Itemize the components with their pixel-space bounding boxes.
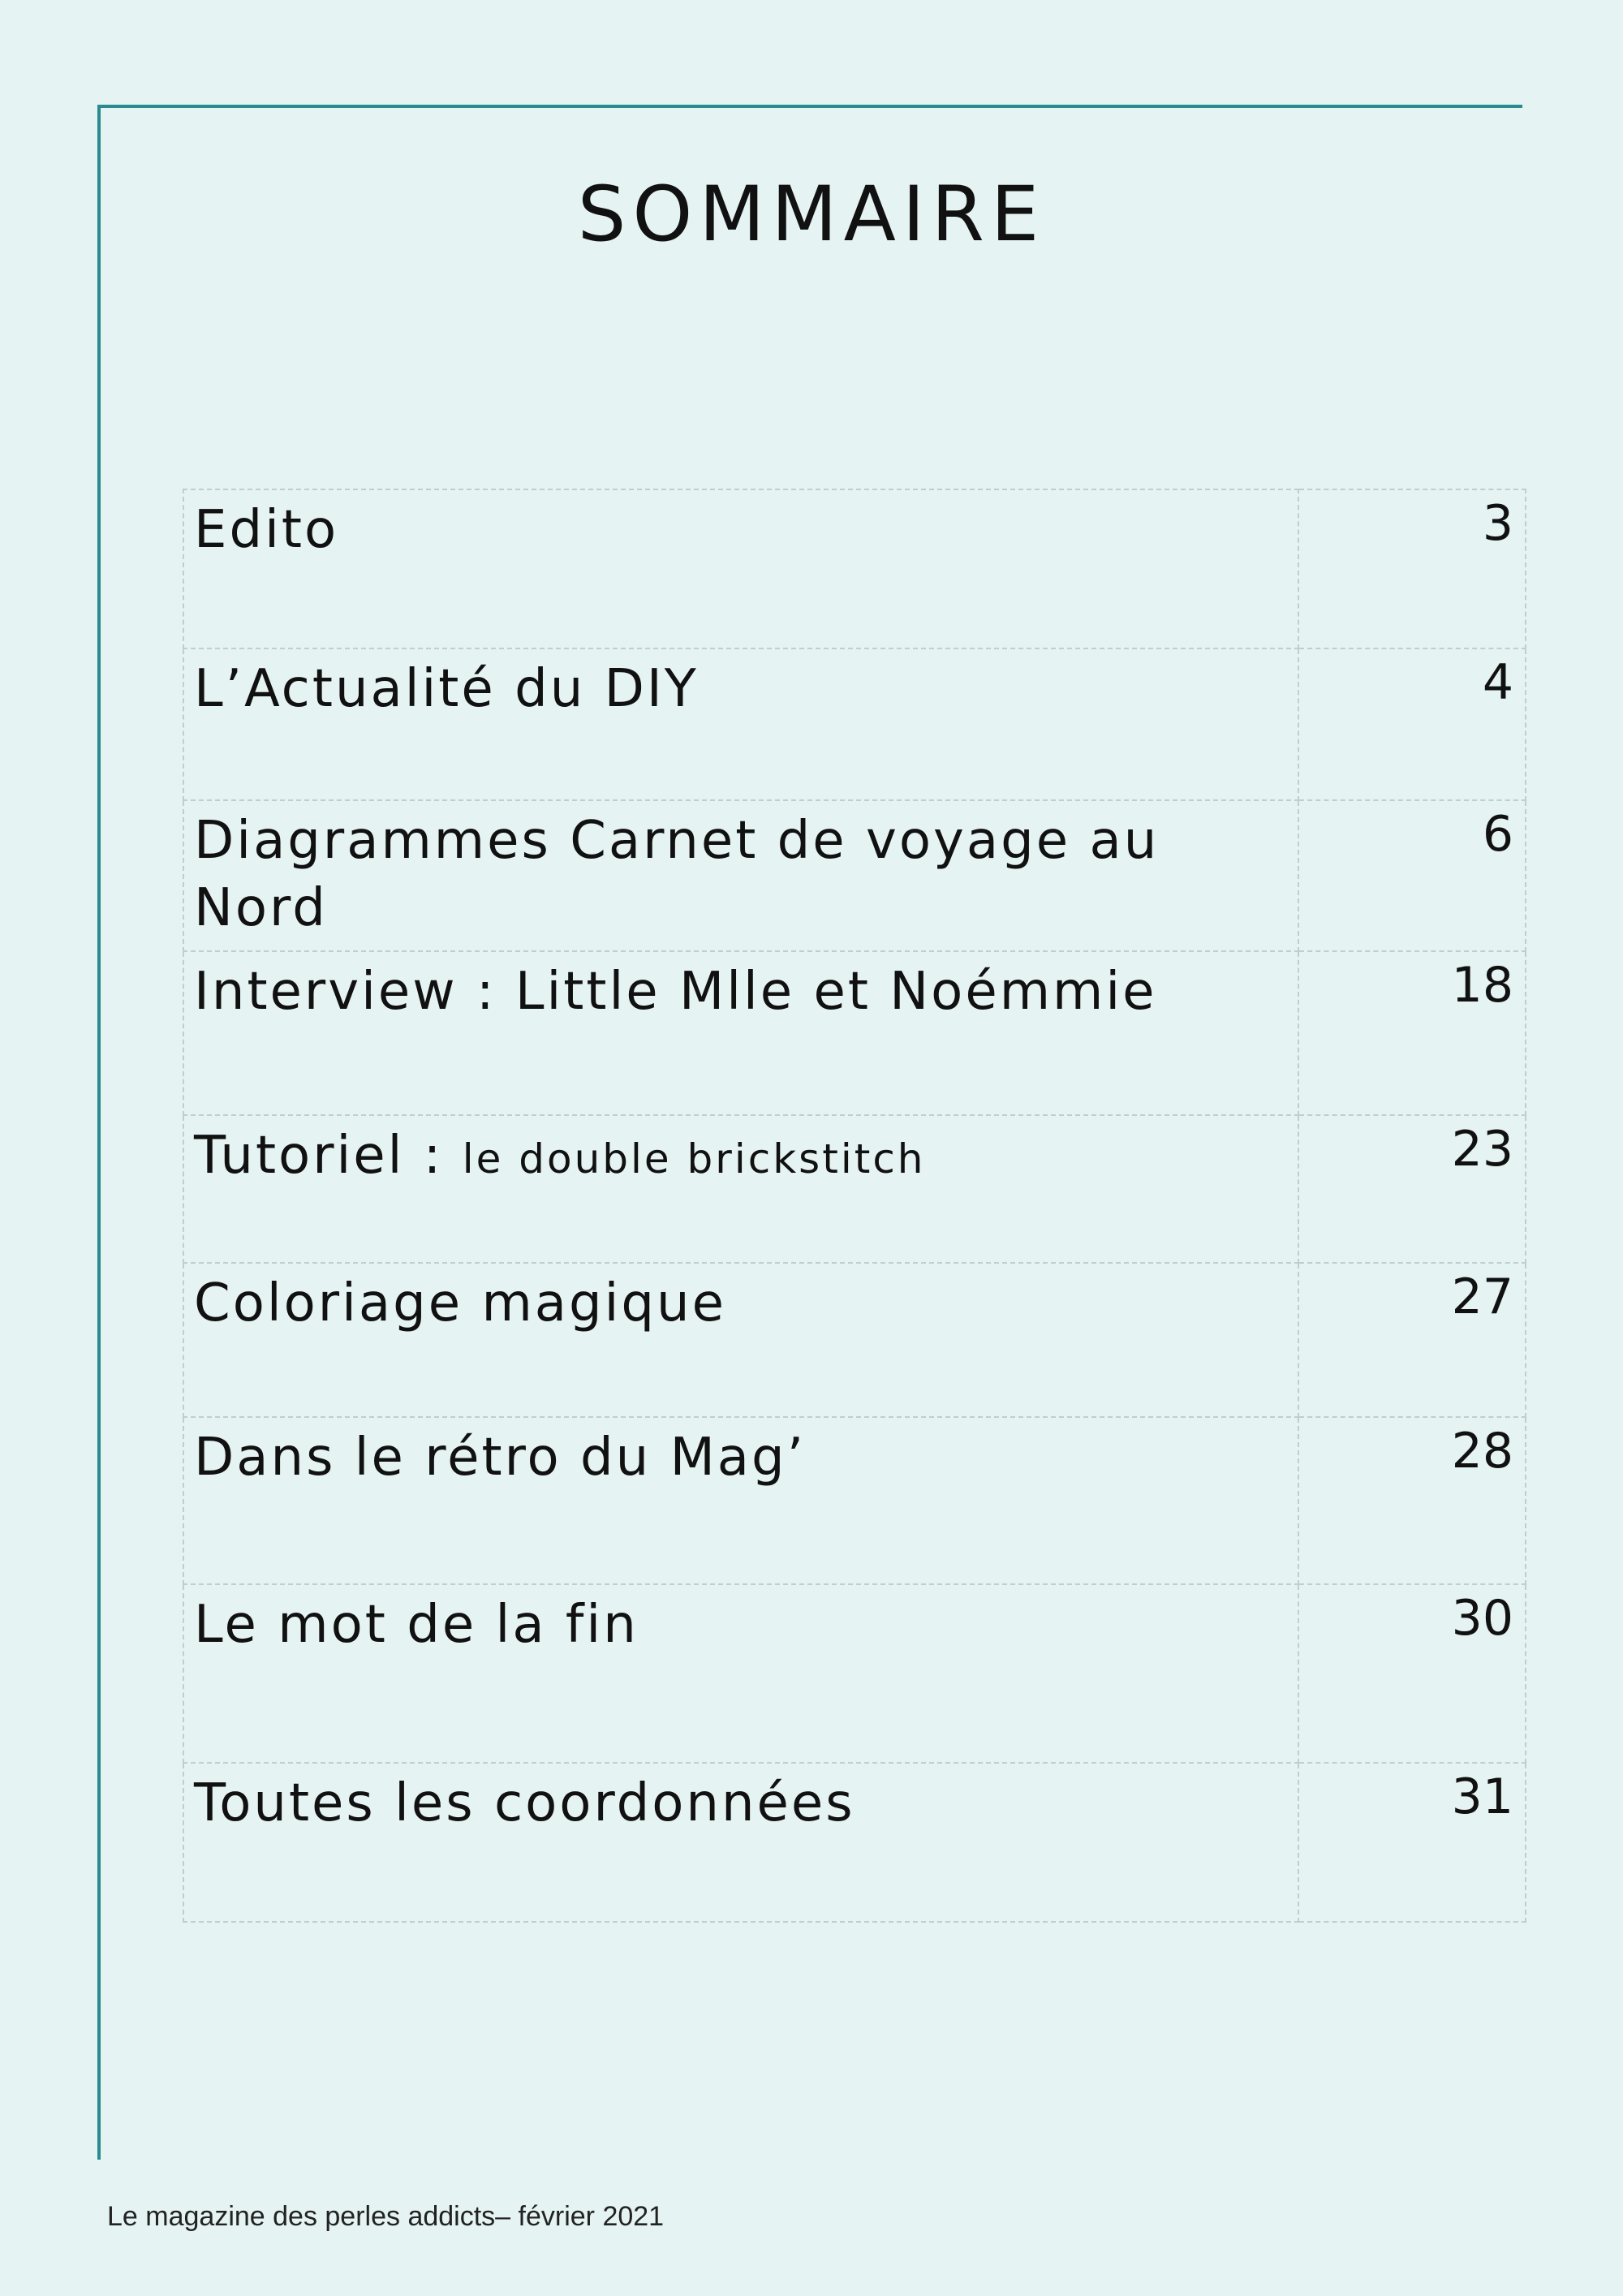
toc-row-interview (183, 951, 1526, 1115)
toc-entry-label: Edito (183, 489, 1298, 648)
toc-entry-page: 30 (1298, 1584, 1526, 1763)
toc-entry-label: Toutes les coordonnées (183, 1763, 1298, 1922)
toc-entry-page: 28 (1298, 1417, 1526, 1584)
toc-row-coordonnees (183, 1763, 1526, 1922)
toc-entry-page: 4 (1298, 648, 1526, 800)
toc-entry-label: Coloriage magique (183, 1263, 1298, 1417)
toc-row-actualite (183, 648, 1526, 800)
page-title: SOMMAIRE (577, 170, 1046, 259)
footer-text: Le magazine des perles addicts– février 2021 (107, 2201, 665, 2232)
toc-row-mot-fin (183, 1584, 1526, 1763)
toc-entry-label: Diagrammes Carnet de voyage au Nord (183, 800, 1298, 951)
toc-entry-label: L’Actualité du DIY (183, 648, 1298, 800)
toc-entry-label: Interview : Little Mlle et Noémmie (183, 951, 1298, 1115)
toc-entry-label: Le mot de la fin (183, 1584, 1298, 1763)
table-of-contents (183, 489, 1526, 1923)
toc-row-retro (183, 1417, 1526, 1584)
toc-row-tutoriel (183, 1115, 1526, 1263)
toc-entry-page: 18 (1298, 951, 1526, 1115)
toc-row-edito (183, 489, 1526, 648)
toc-entry-page: 27 (1298, 1263, 1526, 1417)
toc-entry-page: 23 (1298, 1115, 1526, 1263)
top-border-line (97, 105, 1522, 108)
toc-row-diagrammes (183, 800, 1526, 951)
left-border-line (97, 105, 101, 2160)
toc-entry-label-sub: le double brickstitch (462, 1135, 926, 1182)
toc-entry-label-main: Tutoriel : (194, 1126, 463, 1186)
toc-entry-label: Dans le rétro du Mag’ (183, 1417, 1298, 1584)
toc-entry-page: 3 (1298, 489, 1526, 648)
toc-row-coloriage (183, 1263, 1526, 1417)
toc-entry-label (183, 1115, 1298, 1263)
toc-entry-page: 6 (1298, 800, 1526, 951)
toc-entry-page: 31 (1298, 1763, 1526, 1922)
